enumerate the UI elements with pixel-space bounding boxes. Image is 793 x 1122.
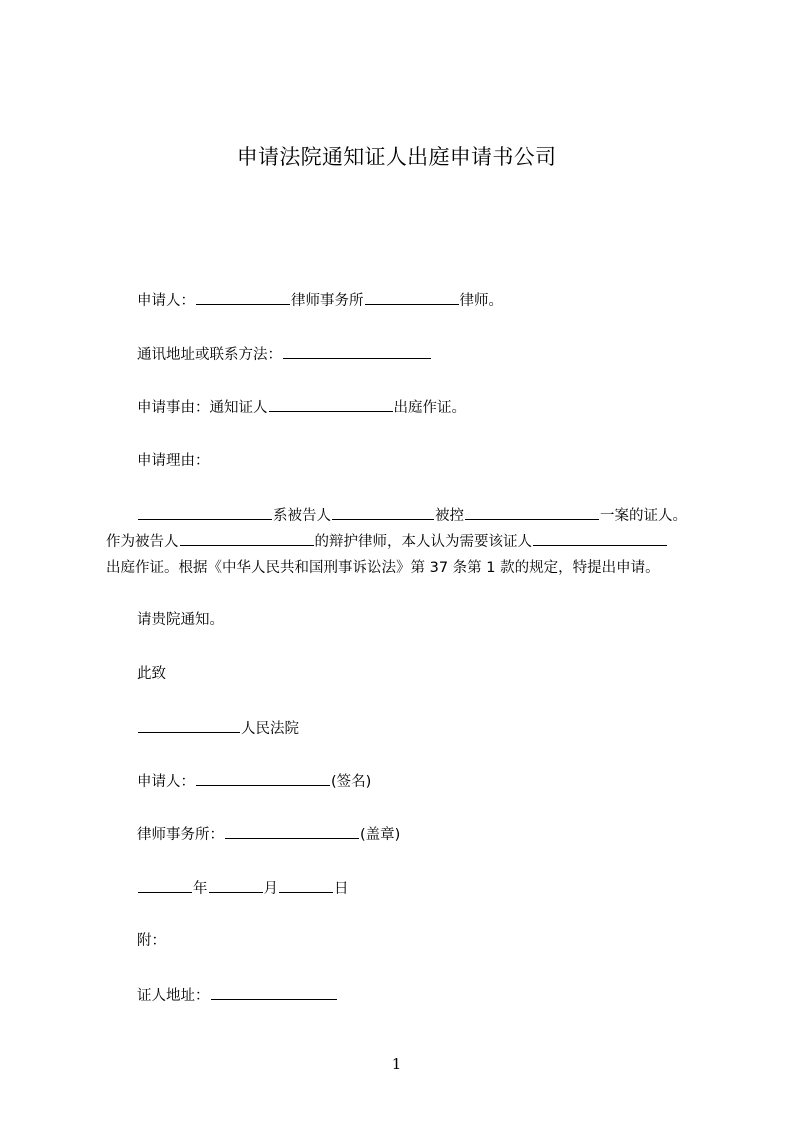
signature-label: 申请人：	[137, 774, 195, 790]
blank-field	[138, 878, 192, 893]
blank-field	[196, 771, 330, 786]
page-number: 1	[391, 1055, 402, 1073]
month-text: 月	[263, 881, 278, 897]
blank-field	[332, 505, 434, 520]
court-line	[137, 718, 299, 739]
blank-field	[138, 505, 272, 520]
blank-field	[365, 290, 459, 305]
paragraph-row	[106, 555, 700, 581]
signature-note: (签名)	[331, 774, 372, 790]
year-text: 年	[193, 881, 208, 897]
matter-line	[137, 397, 466, 418]
seal-note: (盖章)	[360, 827, 401, 843]
contact-label: 通讯地址或联系方法：	[137, 347, 282, 363]
paragraph-text: 的辩护律师，本人认为需要该证人	[314, 534, 532, 550]
paragraph-text: 一案的证人。	[600, 508, 687, 524]
blank-field	[279, 878, 333, 893]
firm-label: 律师事务所：	[137, 827, 224, 843]
paragraph-text: 出庭作证。根据《中华人民共和国刑事诉讼法》第 37 条第 1 款的规定，特提出申请。	[106, 560, 660, 576]
firm-line	[137, 824, 400, 845]
paragraph-text: 系被告人	[273, 508, 331, 524]
signature-line	[137, 771, 371, 792]
reason-label: 申请理由：	[137, 453, 210, 469]
blank-field	[138, 718, 240, 733]
salutation: 此致	[137, 666, 166, 682]
contact-line	[137, 344, 432, 365]
blank-field	[465, 505, 599, 520]
law-firm-text: 律师事务所	[291, 293, 364, 309]
attachment-label: 附：	[137, 933, 166, 949]
witness-address-line	[137, 985, 338, 1006]
applicant-label: 申请人：	[137, 293, 195, 309]
court-text: 人民法院	[241, 721, 299, 737]
lawyer-text: 律师。	[459, 293, 503, 309]
paragraph-row	[106, 529, 700, 555]
matter-label: 申请事由：通知证人	[137, 400, 268, 416]
reason-paragraph	[106, 503, 700, 581]
document-title: 申请法院通知证人出庭申请书公司	[236, 145, 557, 169]
paragraph-text: 被控	[435, 508, 464, 524]
matter-end: 出庭作证。	[393, 400, 466, 416]
request-text: 请贵院通知。	[137, 612, 224, 628]
blank-field	[283, 344, 431, 359]
blank-field	[196, 290, 290, 305]
blank-field	[269, 397, 393, 412]
blank-field	[209, 878, 263, 893]
applicant-line	[137, 290, 503, 311]
paragraph-row	[106, 503, 700, 529]
witness-address-label: 证人地址：	[137, 988, 210, 1004]
blank-field	[533, 531, 667, 546]
date-line	[137, 878, 349, 899]
paragraph-text: 作为被告人	[106, 534, 179, 550]
blank-field	[211, 985, 337, 1000]
blank-field	[180, 531, 314, 546]
blank-field	[225, 824, 359, 839]
day-text: 日	[334, 881, 349, 897]
